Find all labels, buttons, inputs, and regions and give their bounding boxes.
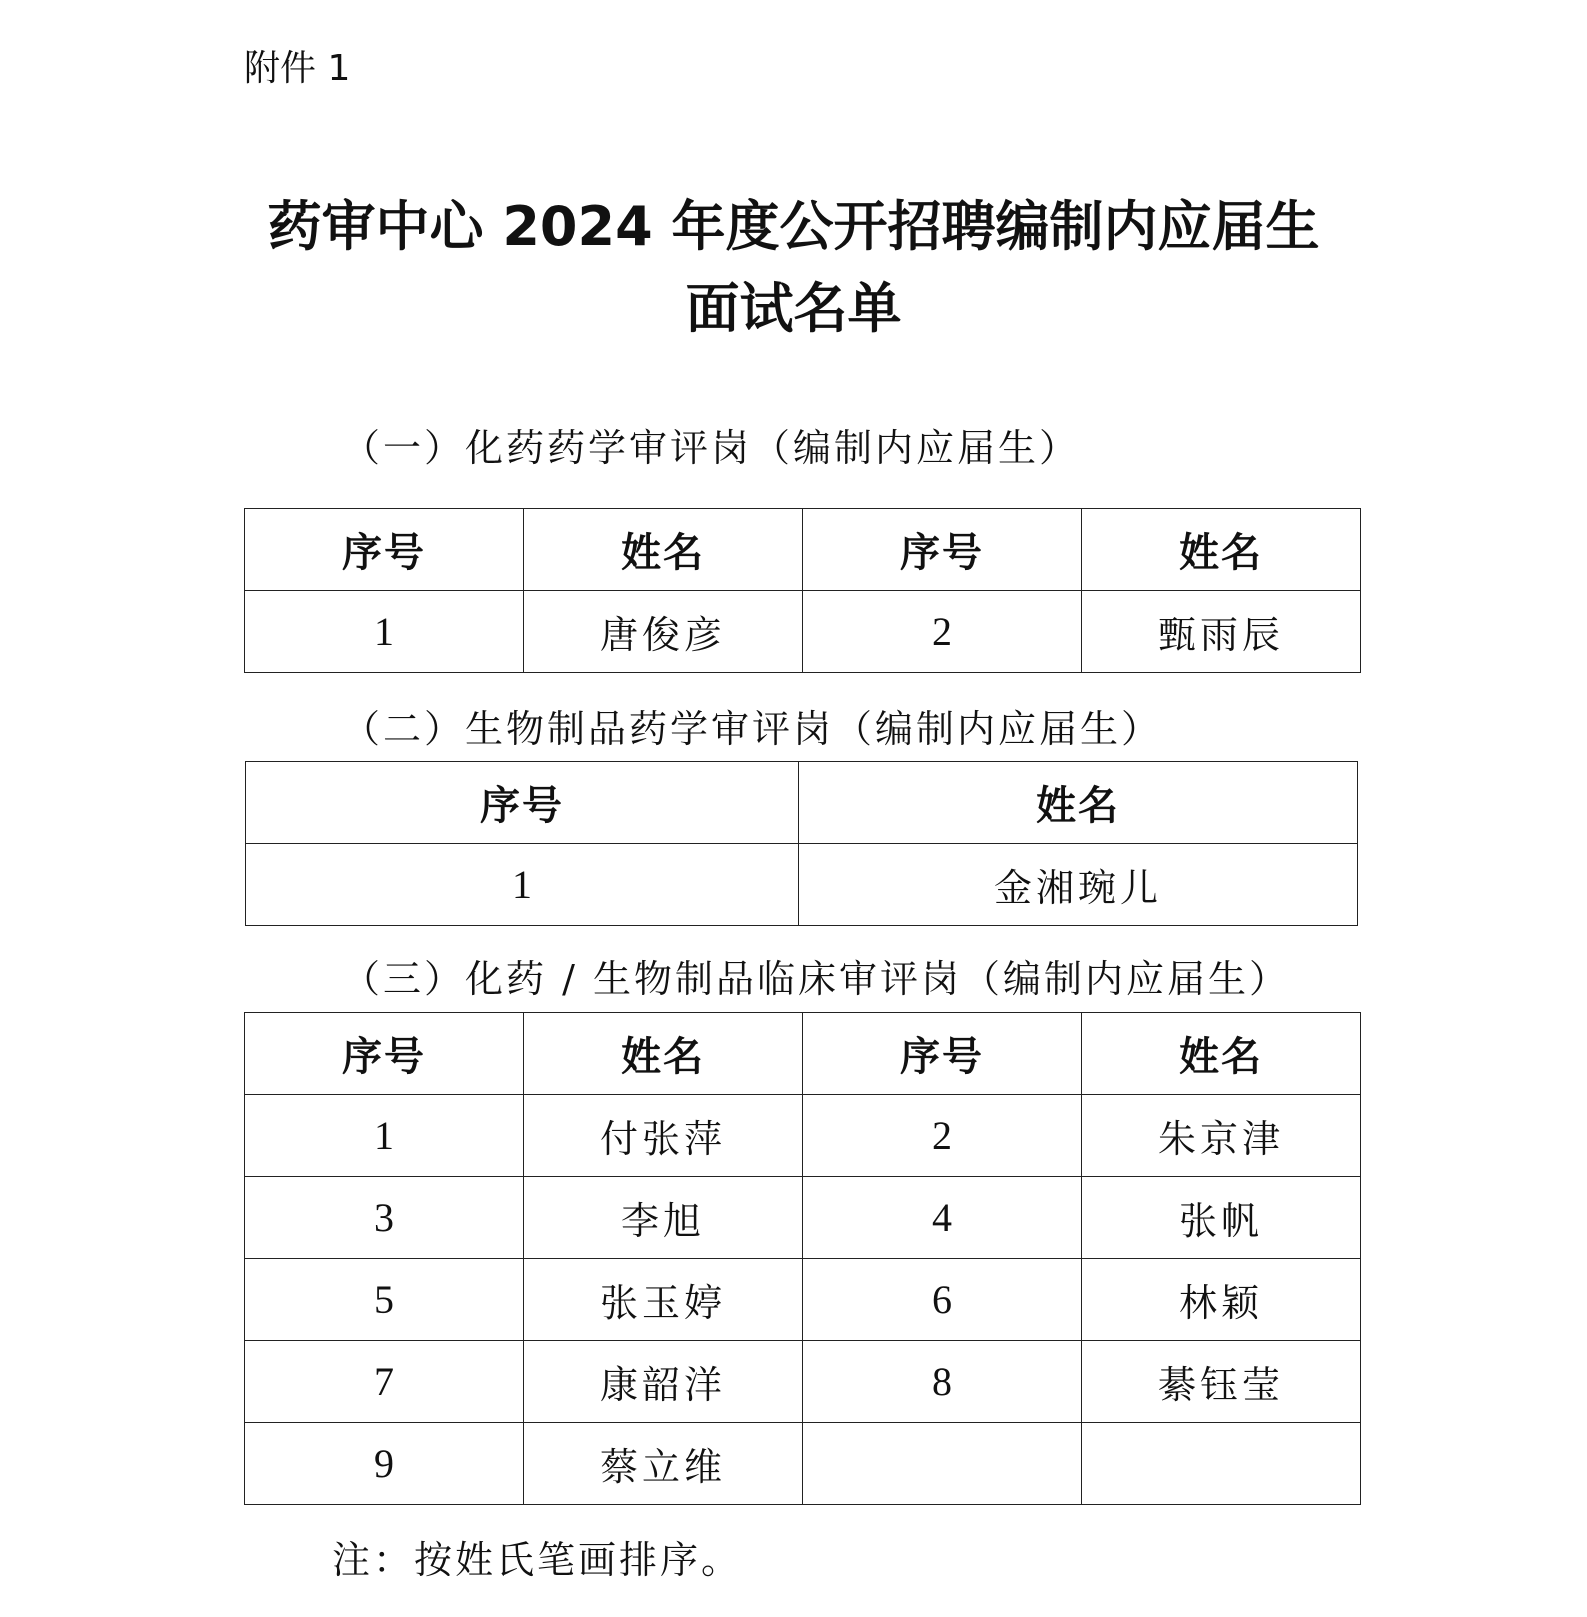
cell-number: 2	[803, 591, 1082, 673]
table-row	[245, 1177, 1361, 1259]
column-header-name: 姓名	[524, 509, 803, 591]
table-row	[245, 1095, 1361, 1177]
section-heading-2: （二）生物制品药学审评岗（编制内应届生）	[342, 707, 1163, 751]
column-header-number: 序号	[246, 762, 799, 844]
table-row	[245, 1423, 1361, 1505]
cell-name: 李旭	[524, 1177, 803, 1259]
cell-name: 康韶洋	[524, 1341, 803, 1423]
cell-number: 1	[245, 1095, 524, 1177]
attachment-label: 附件 1	[244, 48, 351, 89]
cell-number: 2	[803, 1095, 1082, 1177]
cell-name: 綦钰莹	[1082, 1341, 1361, 1423]
table-row	[246, 844, 1358, 926]
table-row	[245, 591, 1361, 673]
cell-name: 金湘琬儿	[799, 844, 1358, 926]
cell-number: 5	[245, 1259, 524, 1341]
table-header-row	[245, 1013, 1361, 1095]
section-heading-3: （三）化药 / 生物制品临床审评岗（编制内应届生）	[342, 957, 1290, 1001]
cell-number: 3	[245, 1177, 524, 1259]
column-header-name: 姓名	[1082, 1013, 1361, 1095]
column-header-name: 姓名	[1082, 509, 1361, 591]
table-header-row	[245, 509, 1361, 591]
column-header-number: 序号	[803, 509, 1082, 591]
cell-number: 1	[245, 591, 524, 673]
cell-number: 9	[245, 1423, 524, 1505]
cell-name	[1082, 1423, 1361, 1505]
section-heading-1: （一）化药药学审评岗（编制内应届生）	[342, 426, 1081, 470]
cell-name: 付张萍	[524, 1095, 803, 1177]
table-row	[245, 1259, 1361, 1341]
column-header-number: 序号	[245, 509, 524, 591]
cell-name: 林颖	[1082, 1259, 1361, 1341]
cell-number: 4	[803, 1177, 1082, 1259]
column-header-name: 姓名	[524, 1013, 803, 1095]
title-line-1: 药审中心 2024 年度公开招聘编制内应届生	[267, 195, 1320, 258]
cell-name: 唐俊彦	[524, 591, 803, 673]
column-header-number: 序号	[803, 1013, 1082, 1095]
table-header-row	[246, 762, 1358, 844]
cell-name: 蔡立维	[524, 1423, 803, 1505]
sorting-note: 注：按姓氏笔画排序。	[332, 1538, 743, 1582]
column-header-name: 姓名	[799, 762, 1358, 844]
title-line-2: 面试名单	[685, 277, 902, 340]
roster-table-3	[244, 1012, 1361, 1505]
cell-number: 1	[246, 844, 799, 926]
cell-number: 7	[245, 1341, 524, 1423]
column-header-number: 序号	[245, 1013, 524, 1095]
cell-number: 8	[803, 1341, 1082, 1423]
roster-table-1	[244, 508, 1361, 673]
cell-name: 张玉婷	[524, 1259, 803, 1341]
page-title	[0, 186, 1587, 350]
roster-table-2	[245, 761, 1358, 926]
cell-number	[803, 1423, 1082, 1505]
cell-name: 甄雨辰	[1082, 591, 1361, 673]
cell-number: 6	[803, 1259, 1082, 1341]
cell-name: 张帆	[1082, 1177, 1361, 1259]
cell-name: 朱京津	[1082, 1095, 1361, 1177]
table-row	[245, 1341, 1361, 1423]
